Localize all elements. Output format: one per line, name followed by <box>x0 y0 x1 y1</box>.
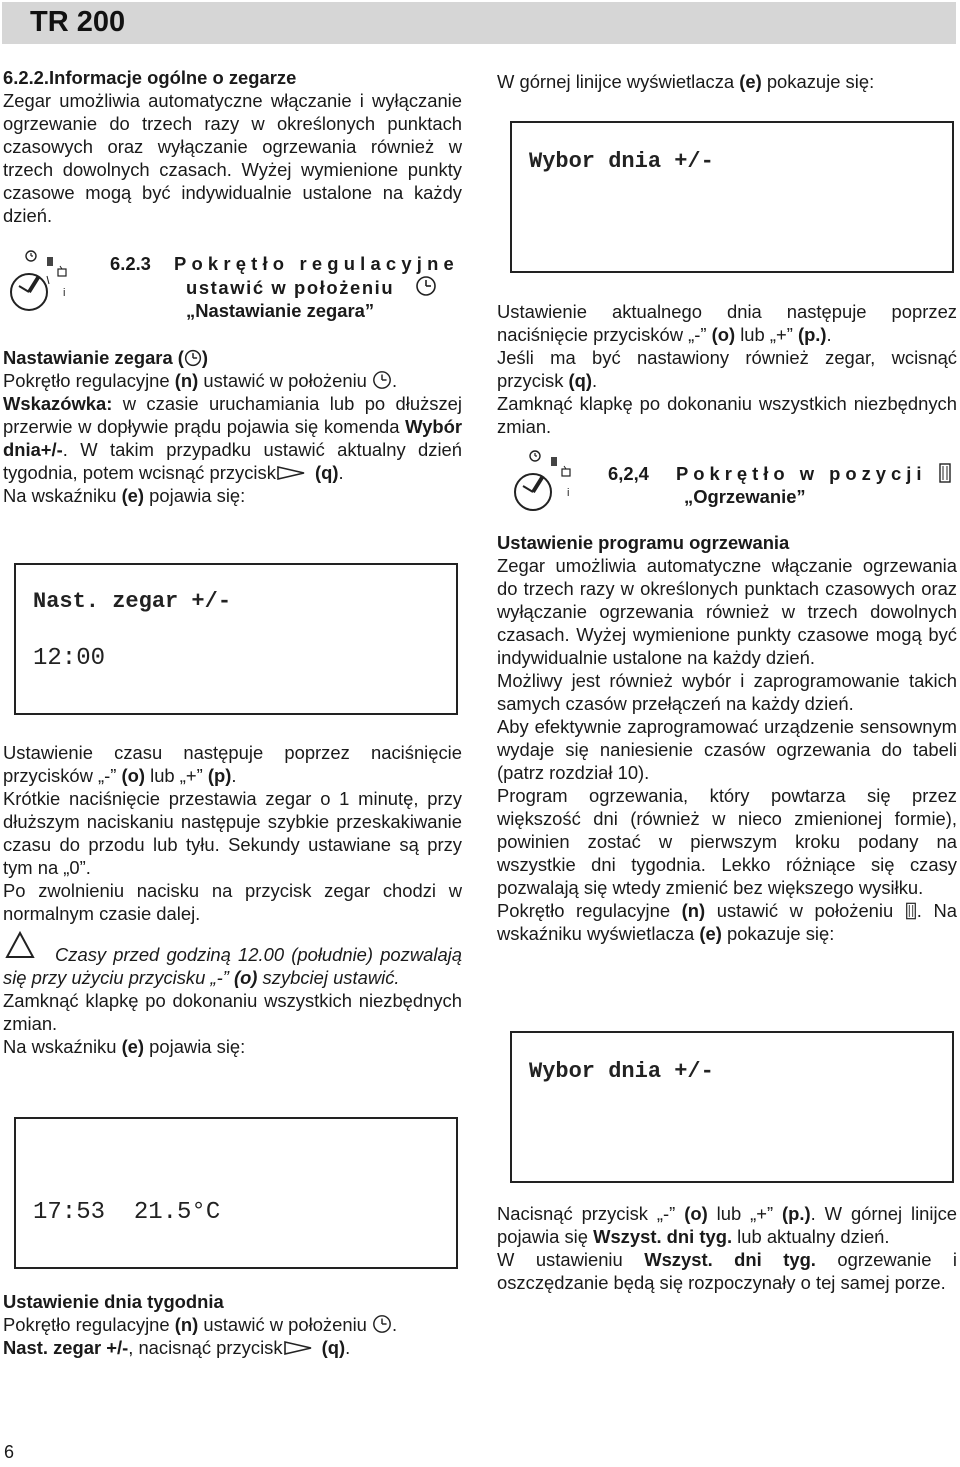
program-p5-b: (n) <box>681 900 706 921</box>
set-p2-c: . <box>592 370 598 391</box>
program-p5-c: ustawić w położeniu <box>705 900 905 921</box>
section-624-number: 6,2,4 <box>608 463 649 484</box>
right-program <box>497 531 957 945</box>
left-column <box>3 66 462 227</box>
hint-end: . <box>338 462 344 483</box>
time-p1-c: lub „+” <box>145 765 208 786</box>
hint-text: w czasie uruchamiania lub po dłuższej przerwie w dopływie prądu pojawia się komenda <box>3 393 462 437</box>
set-p1-a: Ustawienie aktualnego dnia następuje poprzez naciśnięcie przycisków „-” <box>497 301 957 345</box>
page-number: 6 <box>4 1442 15 1462</box>
section-623-line1: Pokrętło regulacyjne <box>174 253 459 274</box>
right-end <box>497 1202 957 1294</box>
nast-p1-d: . <box>392 370 398 391</box>
end-p1-a: Nacisnąć przycisk „-” <box>497 1203 685 1224</box>
lcd1-line1: Nast. zegar +/- <box>33 589 232 614</box>
day-p1-b: (n) <box>174 1314 199 1335</box>
set-p1-d: (p.) <box>797 324 827 345</box>
svg-text:i: i <box>63 287 66 299</box>
program-p5-f: pokazuje się: <box>721 923 835 944</box>
time-p1-b: (o) <box>121 765 145 786</box>
indicator1-c: pojawia się: <box>144 485 246 506</box>
time-p1-a: Ustawienie czasu następuje poprzez naciśnięcie przycisków „-” <box>3 742 462 786</box>
lcd-display-day-select <box>510 121 954 273</box>
dial-knob-icon <box>5 246 77 318</box>
time-p2: Krótkie naciśnięcie przestawia zegar o 1 minutę, przy dłuższym naciskaniu następuje szybkie przeskakiwanie czasu do przodu lub tyłu. Sekundy ustawiane są przy tym na „0”. <box>3 788 462 878</box>
section-624-heading <box>608 462 958 508</box>
section-622-title: 6.2.2.Informacje ogólne o zegarze <box>3 67 297 88</box>
program-p5-a: Pokrętło regulacyjne <box>497 900 682 921</box>
lcd1-line2: 12:00 <box>33 645 106 672</box>
nast-heading-b: ) <box>201 347 209 368</box>
indicator1-a: Na wskaźniku <box>3 485 122 506</box>
right-day-set <box>497 300 957 438</box>
end-p1-d: (p.) <box>782 1203 811 1224</box>
day-p2-c: (q) <box>316 1337 346 1358</box>
radiator-icon <box>905 902 917 920</box>
lcd-display-day-select-2 <box>510 1031 954 1183</box>
day-p1-c: ustawić w położeniu <box>198 1314 373 1335</box>
right-top <box>497 70 957 93</box>
lcd2-line1: 17:53 21.5°C <box>33 1199 221 1226</box>
end-p1-f: Wszyst. dni tyg. <box>593 1226 733 1247</box>
section-623-line2: ustawić w położeniu <box>186 277 395 298</box>
right-top-a: W górnej linijce wyświetlacza <box>497 71 740 92</box>
end-p1-c: lub „+” <box>707 1203 783 1224</box>
section-622-body: Zegar umożliwia automatyczne włączanie i wyłączanie ogrzewanie do trzech razy w określonych punktach czasowych oraz wyłączanie ogrzewania również w trzech dowolnych czasach. Wyżej wymienione punkty czasowe mogą być indywidualnie ustalone na każdy dzień. <box>3 90 462 226</box>
day-p1-a: Pokrętło regulacyjne <box>3 1314 175 1335</box>
end-p1-b: (o) <box>684 1203 708 1224</box>
set-p1-b: (o) <box>711 324 736 345</box>
program-p1: Zegar umożliwia automatyczne włączanie ogrzewania do trzech razy w określonych punktach czasowych oraz wyłączanie ogrzewania również w trzech dowolnych czasach. Wyżej wymienione punkty czasowe mogą być indywidualnie ustalone na każdy dzień. <box>497 555 957 668</box>
hint-command: Wybór dnia+/- <box>3 416 462 460</box>
play-button-icon <box>276 464 310 482</box>
warning-c: szybciej ustawić. <box>257 967 400 988</box>
clock-icon <box>372 1314 392 1334</box>
dial-knob-icon <box>507 446 579 518</box>
set-p3: Zamknąć klapkę po dokonaniu wszystkich niezbędnych zmian. <box>497 393 957 437</box>
nast-p1-b: (n) <box>174 370 199 391</box>
indicator2-b: (e) <box>121 1036 145 1057</box>
lcd-display-clock-setting <box>14 563 458 715</box>
end-p2-c: ogrzewanie i oszczędzanie będą się rozpoczynały o tej samej porze. <box>497 1249 958 1293</box>
indicator1-b: (e) <box>121 485 145 506</box>
program-p4: Program ogrzewania, który powtarza się przez większość dni (również w nieco zmienionej formie), powinien zostać w pierwszym kroku podany na wszystkie dni tygodnia. Lekko różniące się czasy pozwalają się wtedy zmienić bez większego wysiłku. <box>497 785 957 898</box>
page-header <box>2 2 956 44</box>
time-p3: Po zwolnieniu nacisku na przycisk zegar chodzi w normalnym czasie dalej. <box>3 880 462 924</box>
radiator-icon <box>938 463 952 483</box>
set-p2-a: Jeśli ma być nastawiony również zegar, wcisnąć przycisk <box>497 347 957 391</box>
day-p1-d: . <box>392 1314 398 1335</box>
left-nastawianie <box>3 346 462 507</box>
lcd3-line1: Wybor dnia +/- <box>529 149 714 174</box>
left-day-setting <box>3 1290 462 1359</box>
section-623-line3: „Nastawianie zegara” <box>186 300 375 321</box>
section-623-number: 6.2.3 <box>110 253 151 274</box>
clock-icon <box>372 370 392 390</box>
program-heading: Ustawienie programu ogrzewania <box>497 532 790 553</box>
play-button-icon <box>283 1339 317 1357</box>
lcd-display-time-temp <box>14 1117 458 1269</box>
doc-title: TR 200 <box>30 6 126 38</box>
program-p3: Aby efektywnie zaprogramować urządzenie sensownym wydaje się naniesienie czasów ogrzewania do tabeli (patrz rozdział 10). <box>497 716 957 783</box>
day-p2-d: . <box>345 1337 351 1358</box>
day-heading: Ustawienie dnia tygodnia <box>3 1291 224 1312</box>
warning-b: (o) <box>233 967 258 988</box>
program-p2: Możliwy jest również wybór i zaprogramowanie takich samych czasów przełączeń na każdy dzień. <box>497 670 957 714</box>
time-p1-d: (p) <box>207 765 232 786</box>
svg-text:i: i <box>567 487 570 499</box>
program-p5-d: . Na wskaźniku wyświetlacza <box>497 900 957 944</box>
nast-p1-c: ustawić w położeniu <box>198 370 373 391</box>
right-top-c: pokazuje się: <box>761 71 875 92</box>
day-p2-b: , nacisnąć przycisk <box>128 1337 283 1358</box>
right-top-b: (e) <box>739 71 762 92</box>
left-time-setting <box>3 741 462 925</box>
hint-text2: . W takim przypadku ustawić aktualny dzień tygodnia, potem wcisnąć przycisk <box>3 439 462 483</box>
set-p1-c: lub „+” <box>735 324 798 345</box>
section-623-heading <box>110 252 465 322</box>
clock-icon <box>184 349 202 367</box>
left-warning <box>3 943 462 1058</box>
nast-p1-a: Pokrętło regulacyjne <box>3 370 175 391</box>
program-p5-e: (e) <box>699 923 722 944</box>
nast-heading-a: Nastawianie zegara ( <box>3 347 184 368</box>
set-p1-e: . <box>826 324 832 345</box>
warning-a: Czasy przed godziną 12.00 (południe) pozwalają się przy użyciu przycisku „-” <box>3 944 462 988</box>
indicator2-a: Na wskaźniku <box>3 1036 122 1057</box>
end-p2-b: Wszyst. dni tyg. <box>644 1249 816 1270</box>
time-p1-e: . <box>231 765 237 786</box>
end-p1-g: lub aktualny dzień. <box>732 1226 890 1247</box>
end-p1-e: . W górnej linijce pojawia się <box>497 1203 957 1247</box>
end-p2-a: W ustawieniu <box>497 1249 645 1270</box>
day-p2-a: Nast. zegar +/- <box>3 1337 129 1358</box>
indicator2-c: pojawia się: <box>144 1036 246 1057</box>
set-p2-b: (q) <box>568 370 593 391</box>
close-flap-text: Zamknąć klapkę po dokonaniu wszystkich niezbędnych zmian. <box>3 990 462 1034</box>
section-624-line2: „Ogrzewanie” <box>684 486 806 507</box>
hint-button: (q) <box>309 462 339 483</box>
clock-icon <box>415 275 437 297</box>
lcd4-line1: Wybor dnia +/- <box>529 1059 714 1084</box>
section-624-line1: Pokrętło w pozycji <box>676 463 927 484</box>
hint-label: Wskazówka: <box>3 393 113 414</box>
